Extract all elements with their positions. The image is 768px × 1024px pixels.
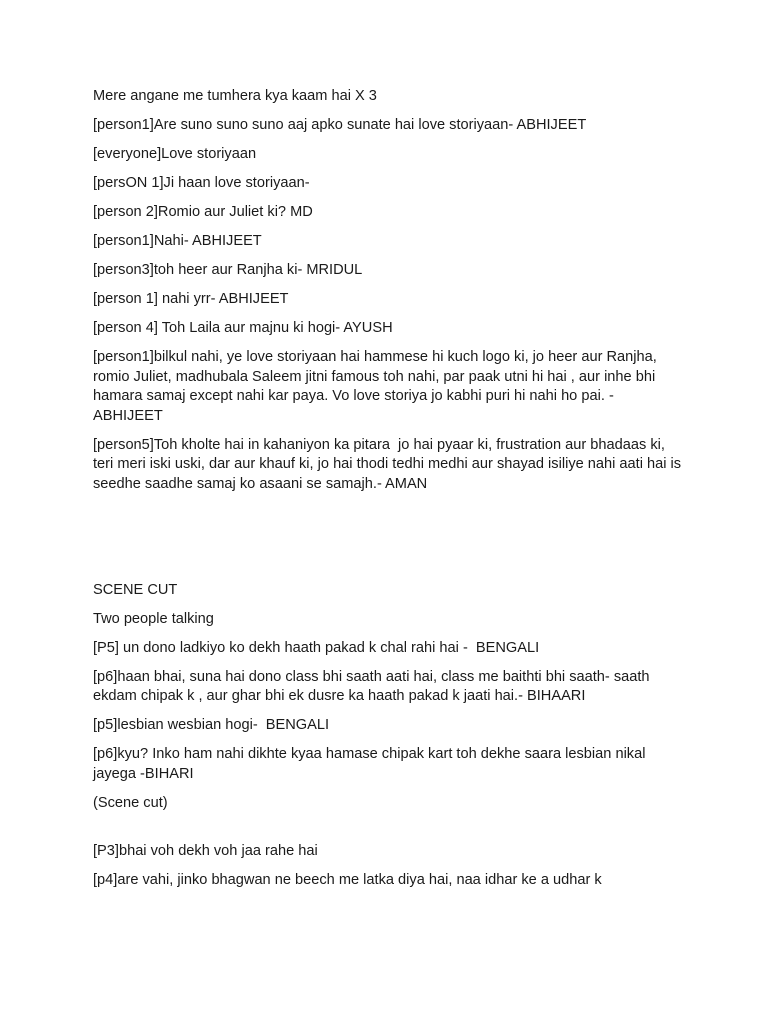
paragraph: Mere angane me tumhera kya kaam hai X 3 bbox=[93, 88, 377, 104]
blank-space bbox=[93, 504, 683, 581]
paragraph: [everyone]Love storiyaan bbox=[93, 146, 257, 162]
paragraph: [P3]bhai voh dekh voh jaa rahe hai bbox=[93, 842, 318, 859]
paragraph: [person1]Nahi- ABHIJEET bbox=[93, 233, 262, 249]
paragraph: [person 4] Toh Laila aur majnu ki hogi- AYUSH bbox=[93, 320, 393, 336]
script-text bbox=[93, 87, 686, 900]
paragraph: Two people talking bbox=[93, 610, 214, 627]
paragraph: [p4]are vahi, jinko bhagwan ne beech me latka diya hai, naa idhar ke a udhar k bbox=[93, 871, 602, 888]
paragraph: [person5]Toh kholte hai in kahaniyon ka pitara jo hai pyaar ki, frustration aur bhadaas ki, teri meri iski uski, dar aur khauf ki, jo hai thodi tedhi medhi aur shayad isiliye nahi aati hai is seedhe saadhe samaj ko asaani se samajh.- AMAN bbox=[93, 436, 686, 492]
paragraph: [p6]haan bhai, suna hai dono class bhi saath aati hai, class me baithti bhi saath- saath ekdam chipak k , aur ghar bhi ek dusre ka haath pakad k jaati hai.- BIHAARI bbox=[93, 668, 654, 704]
paragraph: [person 1] nahi yrr- ABHIJEET bbox=[93, 291, 289, 307]
paragraph: [p5]lesbian wesbian hogi- BENGALI bbox=[93, 717, 330, 733]
paragraph: [P5] un dono ladkiyo ko dekh haath pakad k chal rahi hai - BENGALI bbox=[93, 639, 540, 656]
paragraph: [person1]Are suno suno suno aaj apko sunate hai love storiyaan- ABHIJEET bbox=[93, 117, 587, 133]
scene-cut-note: (Scene cut) bbox=[93, 794, 168, 811]
paragraph: [p6]kyu? Inko ham nahi dikhte kyaa hamase chipak kart toh dekhe saara lesbian nikal jayega -BIHARI bbox=[93, 746, 650, 782]
paragraph: [person1]bilkul nahi, ye love storiyaan hai hammese hi kuch logo ki, jo heer aur Ranjha, romio Juliet, madhubala Saleem jitni famous toh nahi, par paak utni hi hai , aur inhe bhi hamara samaj except nahi kar paya. Vo love storiya jo kabhi puri hi nahi ho pai. - ABHIJEET bbox=[93, 349, 661, 424]
blank-space bbox=[93, 823, 683, 842]
paragraph: [person3]toh heer aur Ranjha ki- MRIDUL bbox=[93, 262, 363, 278]
paragraph: [persON 1]Ji haan love storiyaan- bbox=[93, 175, 310, 191]
paragraph: [person 2]Romio aur Juliet ki? MD bbox=[93, 204, 313, 220]
scene-heading: SCENE CUT bbox=[93, 581, 178, 598]
